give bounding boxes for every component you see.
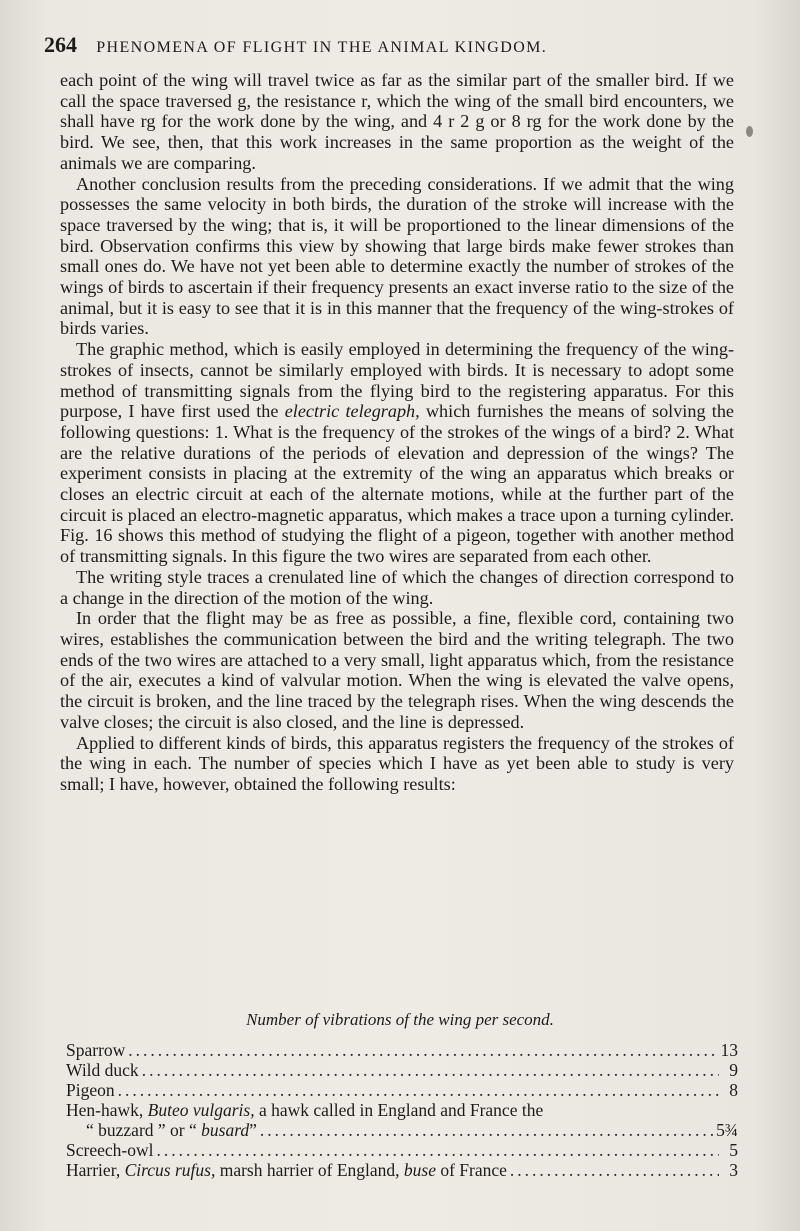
- running-title: PHENOMENA OF FLIGHT IN THE ANIMAL KINGDOM.: [96, 39, 548, 56]
- leader-dots: [142, 1060, 719, 1080]
- page-number: 264: [44, 32, 77, 57]
- latin-name: Circus rufus,: [124, 1160, 216, 1180]
- leader-dots: [128, 1040, 717, 1060]
- table-row: [66, 1080, 738, 1100]
- leader-dots: [118, 1080, 719, 1100]
- leader-dots: [156, 1140, 719, 1160]
- species-name: Screech-owl: [66, 1140, 154, 1160]
- results-table: [66, 1040, 738, 1180]
- vibration-count: 8: [729, 1080, 738, 1100]
- paragraph: The writing style traces a crenulated line of which the changes of direction correspond to a change in the direction of the motion of the wing.: [60, 566, 734, 608]
- paragraph: [60, 339, 734, 567]
- name-text: ”: [249, 1120, 257, 1140]
- paragraph-text: The graphic method, which is easily employed in determining the frequency of the wing-strokes of insects, cannot be similarly employed with birds. It is necessary to adopt some method of transmitting signals from the flying bird to the registering apparatus. For this purpose, I have first used the: [60, 339, 734, 422]
- name-text: marsh harrier of England,: [215, 1160, 404, 1180]
- name-text: of France: [435, 1160, 507, 1180]
- french-name: busard: [201, 1120, 250, 1140]
- paragraph: Applied to different kinds of birds, this apparatus registers the frequency of the strokes of the wing in each. The number of species which I have as yet been able to study is very small; I have, however, obtained the following results:: [60, 732, 734, 794]
- name-text: Harrier,: [66, 1160, 125, 1180]
- paragraph: In order that the flight may be as free as possible, a fine, flexible cord, containing two wires, establishes the communication between the bird and the writing telegraph. The two ends of the two wires are attached to a very small, light apparatus which, from the resistance of the air, executes a kind of valvular motion. When the wing is elevated the valve opens, the circuit is broken, and the line traced by the telegraph rises. When the wing descends the valve closes; the circuit is also closed, and the line is depressed.: [60, 608, 734, 732]
- vibration-count: 5¾: [716, 1120, 738, 1140]
- paragraph-text: which furnishes the means of solving the following questions: 1. What is the frequency of the strokes of the wings of a bird? 2. What are the relative durations of the periods of elevation and depression of the wings? The experiment consists in placing at the extremity of the wing an apparatus which breaks or closes an electric circuit at each of the alternate motions, while at the further part of the circuit is placed an electro-magnetic apparatus, which makes a trace upon a turning cylinder. Fig. 16 shows this method of studying the flight of a pigeon, together with another method of transmitting signals. In this figure the two wires are separated from each other.: [60, 401, 734, 567]
- page-header: [44, 32, 547, 58]
- leader-dots: [260, 1120, 713, 1140]
- name-text: “ buzzard ” or “: [86, 1120, 202, 1140]
- name-text: Hen-hawk,: [66, 1100, 148, 1120]
- leader-dots: [510, 1160, 719, 1180]
- vibration-count: 9: [729, 1060, 738, 1080]
- species-name: Sparrow: [66, 1040, 126, 1060]
- table-row: [66, 1060, 738, 1080]
- species-name: [66, 1100, 543, 1120]
- table-row: [66, 1160, 738, 1180]
- vibration-count: 5: [729, 1140, 738, 1160]
- species-name: [86, 1120, 257, 1140]
- french-name: buse: [403, 1160, 436, 1180]
- table-row: [66, 1140, 738, 1160]
- body-text: [60, 70, 734, 795]
- paragraph: each point of the wing will travel twice as far as the similar part of the smaller bird. If we call the space traversed g, the resistance r, which the wing of the small bird encounters, we shall have rg for the work done by the wing, and 4 r 2 g or 8 rg for the work done by the bird. We see, then, that this work increases in the same proportion as the weight of the animals we are comparing.: [60, 70, 734, 173]
- table-row: [66, 1100, 738, 1120]
- table-row: [66, 1120, 738, 1140]
- italic-term: electric telegraph,: [284, 401, 420, 422]
- species-name: Pigeon: [66, 1080, 115, 1100]
- name-text: a hawk called in England and France the: [254, 1100, 544, 1120]
- ink-spot: [746, 126, 753, 137]
- table-caption: Number of vibrations of the wing per second.: [246, 1010, 554, 1029]
- latin-name: Buteo vulgaris,: [147, 1100, 255, 1120]
- species-name: [66, 1160, 507, 1180]
- paragraph: Another conclusion results from the preceding considerations. If we admit that the wing possesses the same velocity in both birds, the duration of the stroke will increase with the space traversed by the wing; that is, it will be proportioned to the linear dimensions of the bird. Observation confirms this view by showing that large birds make fewer strokes than small ones do. We have not yet been able to determine exactly the number of strokes of the wings of birds to ascertain if their frequency presents an exact inverse ratio to the size of the animal, but it is easy to see that it is in this manner that the frequency of the wing-strokes of birds varies.: [60, 173, 734, 339]
- species-name: Wild duck: [66, 1060, 139, 1080]
- vibration-count: 13: [720, 1040, 738, 1060]
- vibration-count: 3: [729, 1160, 738, 1180]
- table-row: [66, 1040, 738, 1060]
